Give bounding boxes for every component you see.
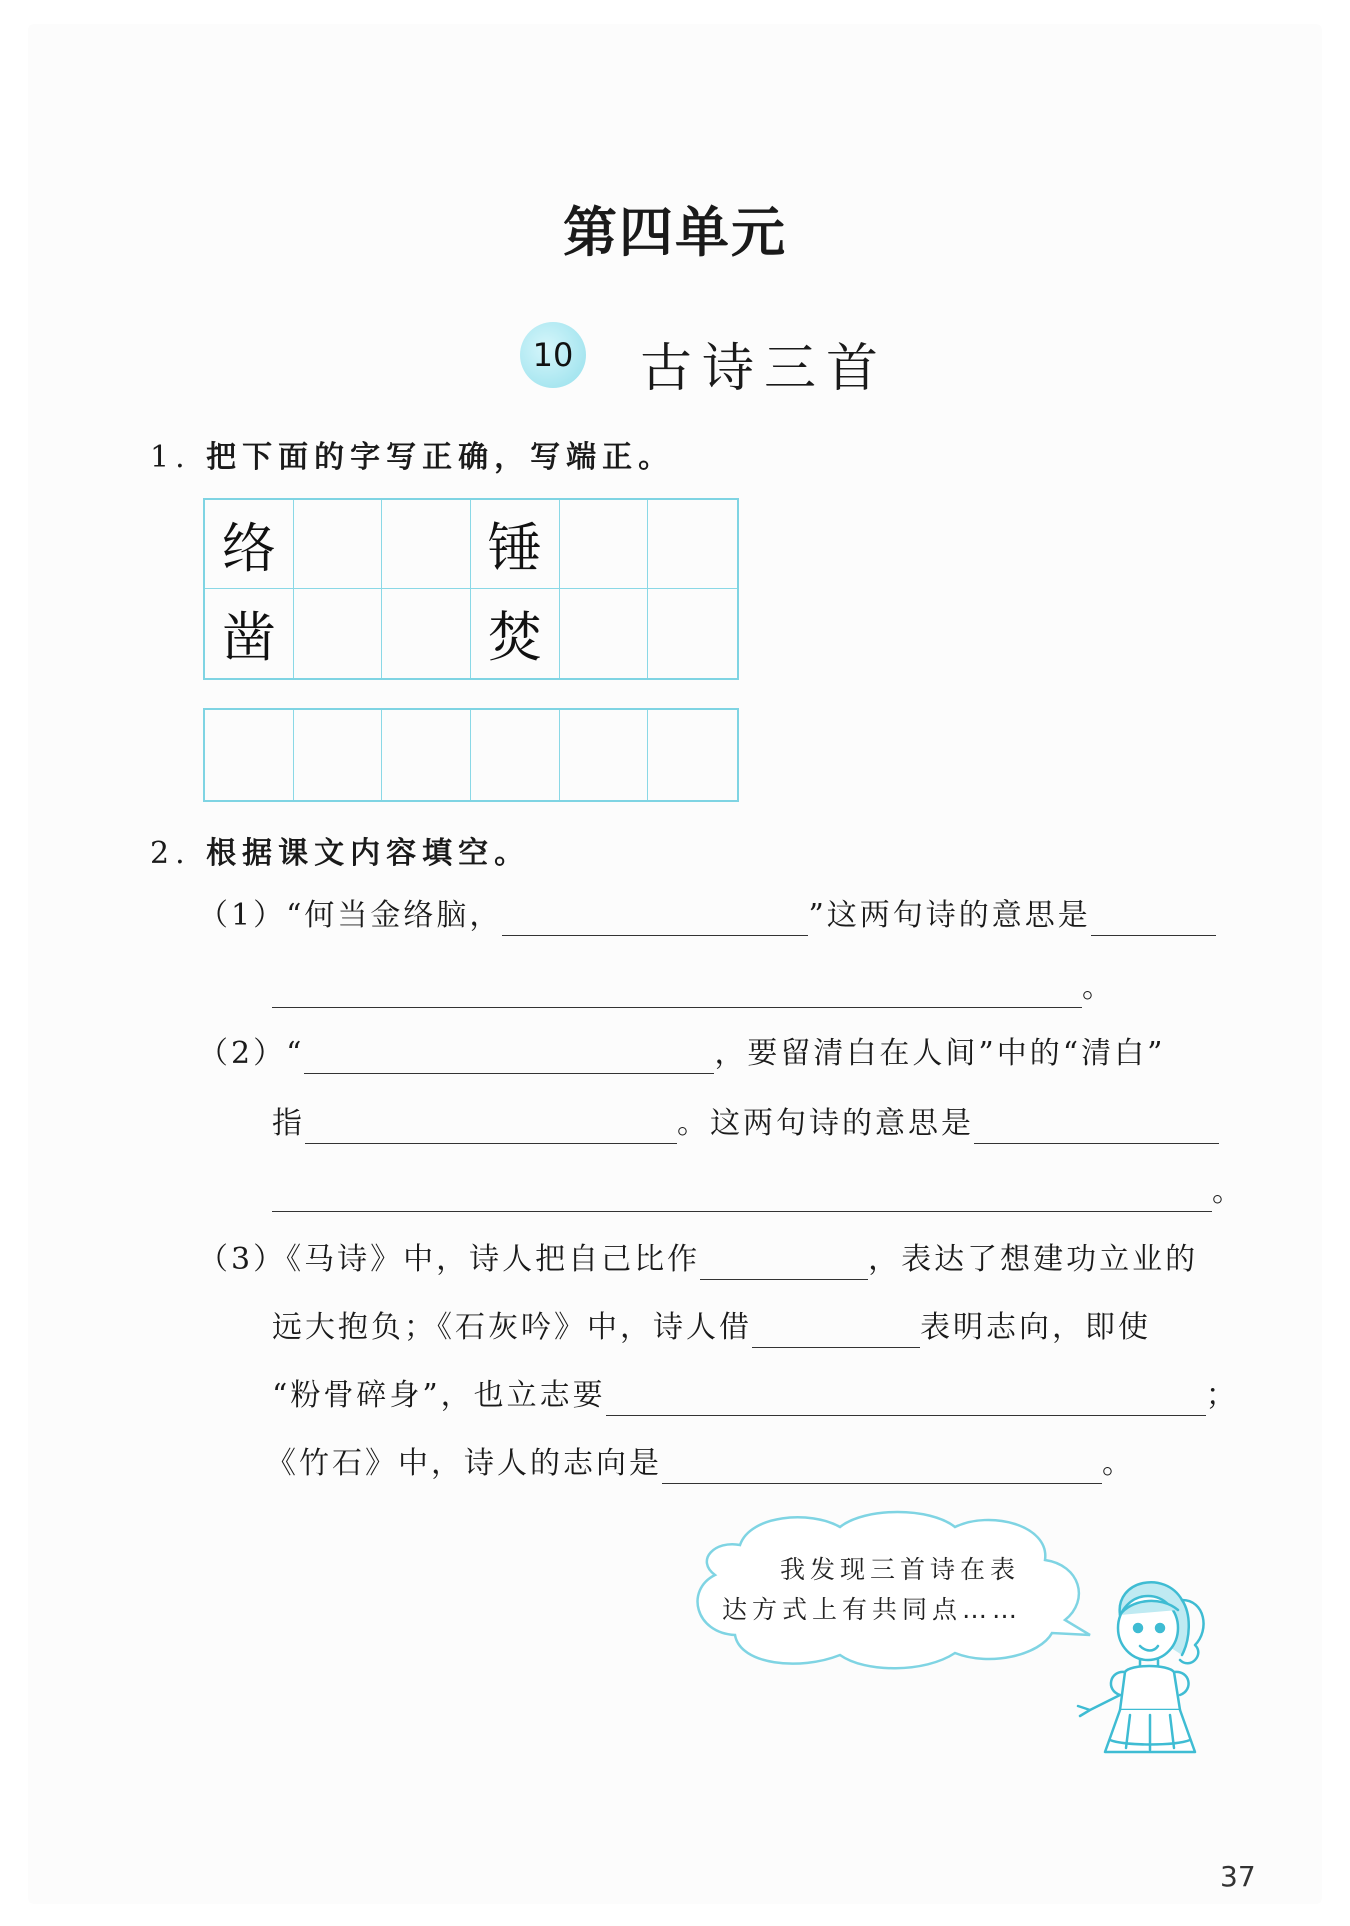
item-3-mid-1: ，表达了想建功立业的: [868, 1242, 1199, 1277]
fill-item-2-line-3: [272, 1172, 1245, 1212]
grid-character-cell: 凿: [205, 589, 294, 678]
fill-item-1-line-2: [272, 968, 1115, 1008]
girl-figure-icon: [1070, 1560, 1220, 1760]
item-2-meaning: 。这两句诗的意思是: [677, 1106, 974, 1141]
item-1-blank-b[interactable]: [1091, 905, 1216, 936]
grid-character-cell: 锤: [471, 500, 560, 589]
question-2-text: 根据课文内容填空。: [206, 836, 531, 871]
grid-empty-cell[interactable]: [382, 589, 471, 678]
item-2-zhi: 指: [272, 1106, 305, 1141]
lesson-title: 古诗三首: [640, 339, 889, 399]
page-number: 37: [1220, 1860, 1256, 1893]
item-2-blank-a[interactable]: [304, 1043, 714, 1074]
item-2-blank-d[interactable]: [272, 1181, 1212, 1212]
fill-item-2-line-2: [272, 1104, 1219, 1144]
grid-character-cell: 络: [205, 500, 294, 589]
item-1-mid: ”这两句诗的意思是: [808, 898, 1091, 933]
writing-grid-practice: [203, 708, 739, 802]
item-3-mid-2: 远大抱负；《石灰吟》中，诗人借: [272, 1310, 752, 1345]
grid-empty-cell[interactable]: [648, 710, 737, 800]
item-3-blank-b[interactable]: [752, 1317, 920, 1348]
grid-empty-cell[interactable]: [648, 589, 737, 678]
grid-empty-cell[interactable]: [294, 500, 383, 589]
grid-empty-cell[interactable]: [471, 710, 560, 800]
item-3-end: 。: [1102, 1446, 1135, 1481]
item-3-prompt: （3）《马诗》中，诗人把自己比作: [198, 1242, 701, 1277]
item-1-blank-a[interactable]: [502, 905, 808, 936]
item-3-mid-5: 《竹石》中，诗人的志向是: [266, 1446, 662, 1481]
item-3-blank-d[interactable]: [662, 1453, 1102, 1484]
grid-empty-cell[interactable]: [382, 710, 471, 800]
grid-empty-cell[interactable]: [560, 500, 649, 589]
fill-item-3-line-1: [198, 1240, 1198, 1280]
bubble-text-line-1: 我发现三首诗在表: [780, 1555, 1021, 1584]
grid-empty-cell[interactable]: [560, 710, 649, 800]
question-1-text: 把下面的字写正确，写端正。: [206, 440, 675, 475]
question-2-heading: [150, 828, 530, 872]
item-2-blank-b[interactable]: [305, 1113, 677, 1144]
fill-item-2-line-1: [198, 1034, 1165, 1074]
question-2-number: 2.: [150, 836, 191, 871]
grid-character-cell: 焚: [471, 589, 560, 678]
item-1-prompt: （1）“何当金络脑，: [198, 898, 503, 933]
item-2-prompt: （2）“: [198, 1036, 305, 1071]
item-1-end: 。: [1082, 970, 1115, 1005]
item-3-semicolon: ；: [1205, 1378, 1239, 1413]
grid-empty-cell[interactable]: [382, 500, 471, 589]
fill-item-1-line-1: [198, 896, 1216, 936]
item-1-blank-c[interactable]: [272, 977, 1082, 1008]
item-2-end: 。: [1212, 1174, 1245, 1209]
fill-item-3-line-3: [272, 1376, 1239, 1416]
item-2-blank-c[interactable]: [974, 1113, 1219, 1144]
writing-grid-characters: [203, 498, 739, 680]
grid-empty-cell[interactable]: [294, 710, 383, 800]
question-1-number: 1.: [150, 440, 191, 475]
speech-bubble: [680, 1505, 1080, 1670]
bubble-text-line-2: 达方式上有共同点……: [722, 1595, 1023, 1624]
fill-item-3-line-2: [272, 1308, 1151, 1348]
girl-illustration: [1070, 1560, 1220, 1760]
lesson-number-badge: 10: [520, 322, 586, 388]
fill-item-3-line-4: [266, 1444, 1135, 1484]
question-1-heading: [150, 432, 674, 476]
item-3-blank-c[interactable]: [606, 1385, 1206, 1416]
grid-empty-cell[interactable]: [648, 500, 737, 589]
grid-empty-cell[interactable]: [205, 710, 294, 800]
item-3-mid-4: “粉骨碎身”，也立志要: [272, 1378, 606, 1413]
unit-title: 第四单元: [563, 201, 787, 264]
grid-empty-cell[interactable]: [560, 589, 649, 678]
item-3-blank-a[interactable]: [700, 1249, 868, 1280]
item-2-mid: ，要留清白在人间”中的“清白”: [714, 1036, 1166, 1071]
grid-empty-cell[interactable]: [294, 589, 383, 678]
item-3-mid-3: 表明志向，即使: [920, 1310, 1151, 1345]
